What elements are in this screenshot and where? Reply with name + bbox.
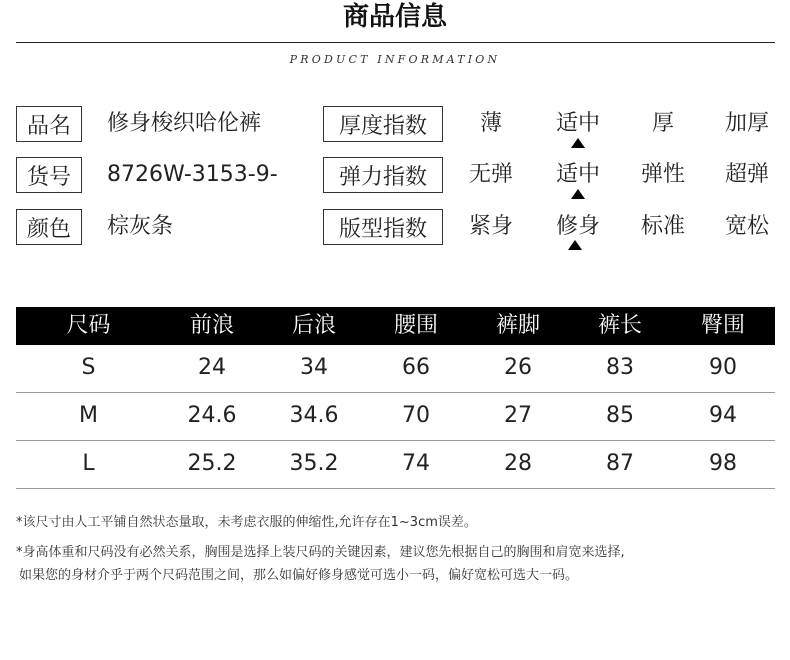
elasticity-selected-marker-icon — [571, 189, 585, 199]
fit-index-label: 版型指数 — [323, 209, 443, 245]
header-length: 裤长 — [597, 313, 642, 338]
elasticity-option-medium: 适中 — [555, 162, 600, 187]
table-cell: 94 — [709, 403, 737, 428]
table-cell: 25.2 — [187, 451, 237, 476]
table-row — [16, 393, 775, 441]
table-cell: 28 — [504, 451, 532, 476]
header-front-rise: 前浪 — [189, 313, 234, 338]
table-cell: 27 — [504, 403, 532, 428]
fit-option-standard: 标准 — [640, 214, 685, 239]
elasticity-option-elastic: 弹性 — [640, 162, 685, 187]
thickness-option-extra-thick: 加厚 — [724, 111, 769, 136]
table-row — [16, 441, 775, 489]
header-back-rise: 后浪 — [291, 313, 336, 338]
table-cell: 90 — [709, 355, 737, 380]
thickness-option-medium: 适中 — [555, 111, 600, 136]
table-cell: L — [82, 451, 95, 476]
header-waist: 腰围 — [393, 313, 438, 338]
table-cell: M — [79, 403, 98, 428]
item-code-value: 8726W-3153-9- — [107, 162, 278, 187]
table-cell: 24 — [198, 355, 226, 380]
fit-option-tight: 紧身 — [468, 214, 513, 239]
size-advice-note-continued: 如果您的身材介乎于两个尺码范围之间，那么如偏好修身感觉可选小一码，偏好宽松可选大一码。 — [19, 568, 579, 583]
table-cell: 35.2 — [289, 451, 339, 476]
product-name-value: 修身梭织哈伦裤 — [107, 111, 262, 136]
size-advice-note: *身高体重和尺码没有必然关系，胸围是选择上装尺码的关键因素，建议您先根据自己的胸围和肩宽来选择, — [16, 545, 625, 560]
section-subtitle: PRODUCT INFORMATION — [289, 53, 501, 66]
table-cell: 83 — [606, 355, 634, 380]
elasticity-index-label: 弹力指数 — [323, 157, 443, 193]
header-hip: 臀围 — [700, 313, 745, 338]
table-cell: 85 — [606, 403, 634, 428]
table-cell: 66 — [402, 355, 430, 380]
product-name-label: 品名 — [16, 106, 82, 142]
thickness-option-thin: 薄 — [479, 111, 502, 136]
table-cell: 74 — [402, 451, 430, 476]
table-cell: 34 — [300, 355, 328, 380]
item-code-label: 货号 — [16, 157, 82, 193]
fit-option-slim: 修身 — [555, 214, 600, 239]
thickness-selected-marker-icon — [571, 138, 585, 148]
header-leg-opening: 裤脚 — [495, 313, 540, 338]
table-row — [16, 345, 775, 393]
table-cell: 34.6 — [289, 403, 339, 428]
table-cell: 26 — [504, 355, 532, 380]
color-label: 颜色 — [16, 209, 82, 245]
table-cell: 87 — [606, 451, 634, 476]
measurement-note: *该尺寸由人工平铺自然状态量取，未考虑衣服的伸缩性,允许存在1~3cm误差。 — [16, 515, 477, 530]
table-cell: 70 — [402, 403, 430, 428]
size-table-header — [16, 307, 775, 345]
section-title: 商品信息 — [342, 2, 447, 32]
elasticity-option-none: 无弹 — [468, 162, 513, 187]
fit-option-loose: 宽松 — [724, 214, 769, 239]
thickness-index-label: 厚度指数 — [323, 106, 443, 142]
fit-selected-marker-icon — [568, 240, 582, 250]
table-cell: S — [81, 355, 96, 380]
title-divider — [16, 42, 775, 43]
table-cell: 24.6 — [187, 403, 237, 428]
color-value: 棕灰条 — [107, 214, 174, 239]
thickness-option-thick: 厚 — [651, 111, 674, 136]
header-size: 尺码 — [66, 313, 111, 338]
elasticity-option-super: 超弹 — [724, 162, 769, 187]
table-cell: 98 — [709, 451, 737, 476]
